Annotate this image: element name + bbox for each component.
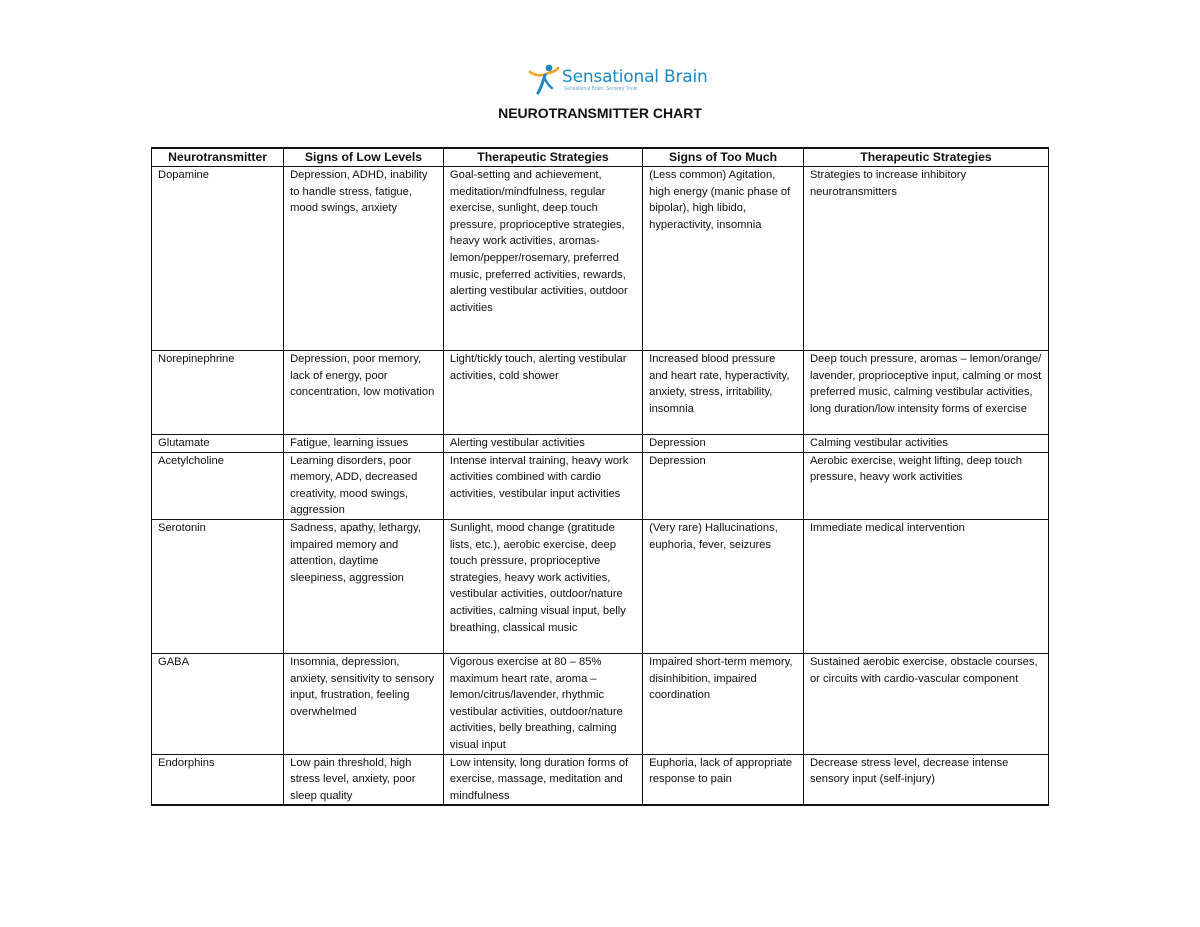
cell-strategies-too-much: Calming vestibular activities bbox=[803, 435, 1048, 453]
cell-signs-low: Learning disorders, poor memory, ADD, decreased creativity, mood swings, aggression bbox=[284, 452, 444, 519]
cell-signs-low: Depression, poor memory, lack of energy, poor concentration, low motivation bbox=[284, 351, 444, 435]
cell-strategies-too-much: Sustained aerobic exercise, obstacle courses, or circuits with cardio-vascular component bbox=[803, 653, 1048, 754]
cell-signs-low: Insomnia, depression, anxiety, sensitivity to sensory input, frustration, feeling overwhelmed bbox=[284, 653, 444, 754]
column-header-signs-low: Signs of Low Levels bbox=[284, 148, 444, 167]
page-title: NEUROTRANSMITTER CHART bbox=[498, 105, 702, 121]
brand-logo bbox=[528, 62, 708, 96]
cell-neurotransmitter: Serotonin bbox=[152, 519, 284, 653]
cell-signs-low: Depression, ADHD, inability to handle stress, fatigue, mood swings, anxiety bbox=[284, 167, 444, 351]
column-header-signs-too-much: Signs of Too Much bbox=[643, 148, 804, 167]
column-header-strategies-too-much: Therapeutic Strategies bbox=[803, 148, 1048, 167]
cell-strategies-low: Low intensity, long duration forms of exercise, massage, meditation and mindfulness bbox=[443, 754, 642, 805]
cell-strategies-low: Sunlight, mood change (gratitude lists, etc.), aerobic exercise, deep touch pressure, proprioceptive strategies, heavy work activities, vestibular activities, outdoor/nature activities, calming visual input, belly breathing, classical music bbox=[443, 519, 642, 653]
cell-signs-too-much: (Very rare) Hallucinations, euphoria, fever, seizures bbox=[643, 519, 804, 653]
cell-strategies-too-much: Immediate medical intervention bbox=[803, 519, 1048, 653]
cell-neurotransmitter: Dopamine bbox=[152, 167, 284, 351]
column-header-strategies-low: Therapeutic Strategies bbox=[443, 148, 642, 167]
cell-neurotransmitter: Endorphins bbox=[152, 754, 284, 805]
cell-neurotransmitter: GABA bbox=[152, 653, 284, 754]
cell-signs-low: Fatigue, learning issues bbox=[284, 435, 444, 453]
cell-strategies-low: Light/tickly touch, alerting vestibular activities, cold shower bbox=[443, 351, 642, 435]
logo-tagline: Sensational Brain: Sensory Tools bbox=[564, 86, 638, 92]
cell-strategies-too-much: Strategies to increase inhibitory neurotransmitters bbox=[803, 167, 1048, 351]
person-logo-icon bbox=[528, 62, 560, 96]
table-header-row bbox=[152, 148, 1049, 167]
column-header-neurotransmitter: Neurotransmitter bbox=[152, 148, 284, 167]
neurotransmitter-table bbox=[151, 147, 1049, 806]
logo-name: Sensational Brain bbox=[562, 67, 708, 87]
table-row bbox=[152, 452, 1049, 519]
cell-strategies-low: Intense interval training, heavy work activities combined with cardio activities, vestibular input activities bbox=[443, 452, 642, 519]
cell-strategies-too-much: Deep touch pressure, aromas – lemon/orange/ lavender, proprioceptive input, calming or most preferred music, calming vestibular activities, long duration/low intensity forms of exercise bbox=[803, 351, 1048, 435]
cell-neurotransmitter: Glutamate bbox=[152, 435, 284, 453]
cell-strategies-too-much: Aerobic exercise, weight lifting, deep touch pressure, heavy work activities bbox=[803, 452, 1048, 519]
table-row bbox=[152, 351, 1049, 435]
cell-neurotransmitter: Norepinephrine bbox=[152, 351, 284, 435]
cell-signs-too-much: (Less common) Agitation, high energy (manic phase of bipolar), high libido, hyperactivity, insomnia bbox=[643, 167, 804, 351]
cell-signs-too-much: Depression bbox=[643, 435, 804, 453]
cell-strategies-low: Goal-setting and achievement, meditation/mindfulness, regular exercise, sunlight, deep touch pressure, proprioceptive strategies, heavy work activities, aromas- lemon/pepper/rosemary, preferred music, preferred activities, rewards, alerting vestibular activities, outdoor activities bbox=[443, 167, 642, 351]
cell-signs-low: Low pain threshold, high stress level, anxiety, poor sleep quality bbox=[284, 754, 444, 805]
table-row bbox=[152, 519, 1049, 653]
cell-signs-low: Sadness, apathy, lethargy, impaired memory and attention, daytime sleepiness, aggression bbox=[284, 519, 444, 653]
table-row bbox=[152, 653, 1049, 754]
cell-signs-too-much: Euphoria, lack of appropriate response to pain bbox=[643, 754, 804, 805]
table-row bbox=[152, 167, 1049, 351]
cell-strategies-too-much: Decrease stress level, decrease intense sensory input (self-injury) bbox=[803, 754, 1048, 805]
cell-signs-too-much: Depression bbox=[643, 452, 804, 519]
table-row bbox=[152, 754, 1049, 805]
table-row bbox=[152, 435, 1049, 453]
cell-strategies-low: Alerting vestibular activities bbox=[443, 435, 642, 453]
cell-signs-too-much: Increased blood pressure and heart rate, hyperactivity, anxiety, stress, irritability, insomnia bbox=[643, 351, 804, 435]
cell-signs-too-much: Impaired short-term memory, disinhibition, impaired coordination bbox=[643, 653, 804, 754]
cell-neurotransmitter: Acetylcholine bbox=[152, 452, 284, 519]
cell-strategies-low: Vigorous exercise at 80 – 85% maximum heart rate, aroma – lemon/citrus/lavender, rhythmic vestibular activities, outdoor/nature activities, belly breathing, calming visual input bbox=[443, 653, 642, 754]
